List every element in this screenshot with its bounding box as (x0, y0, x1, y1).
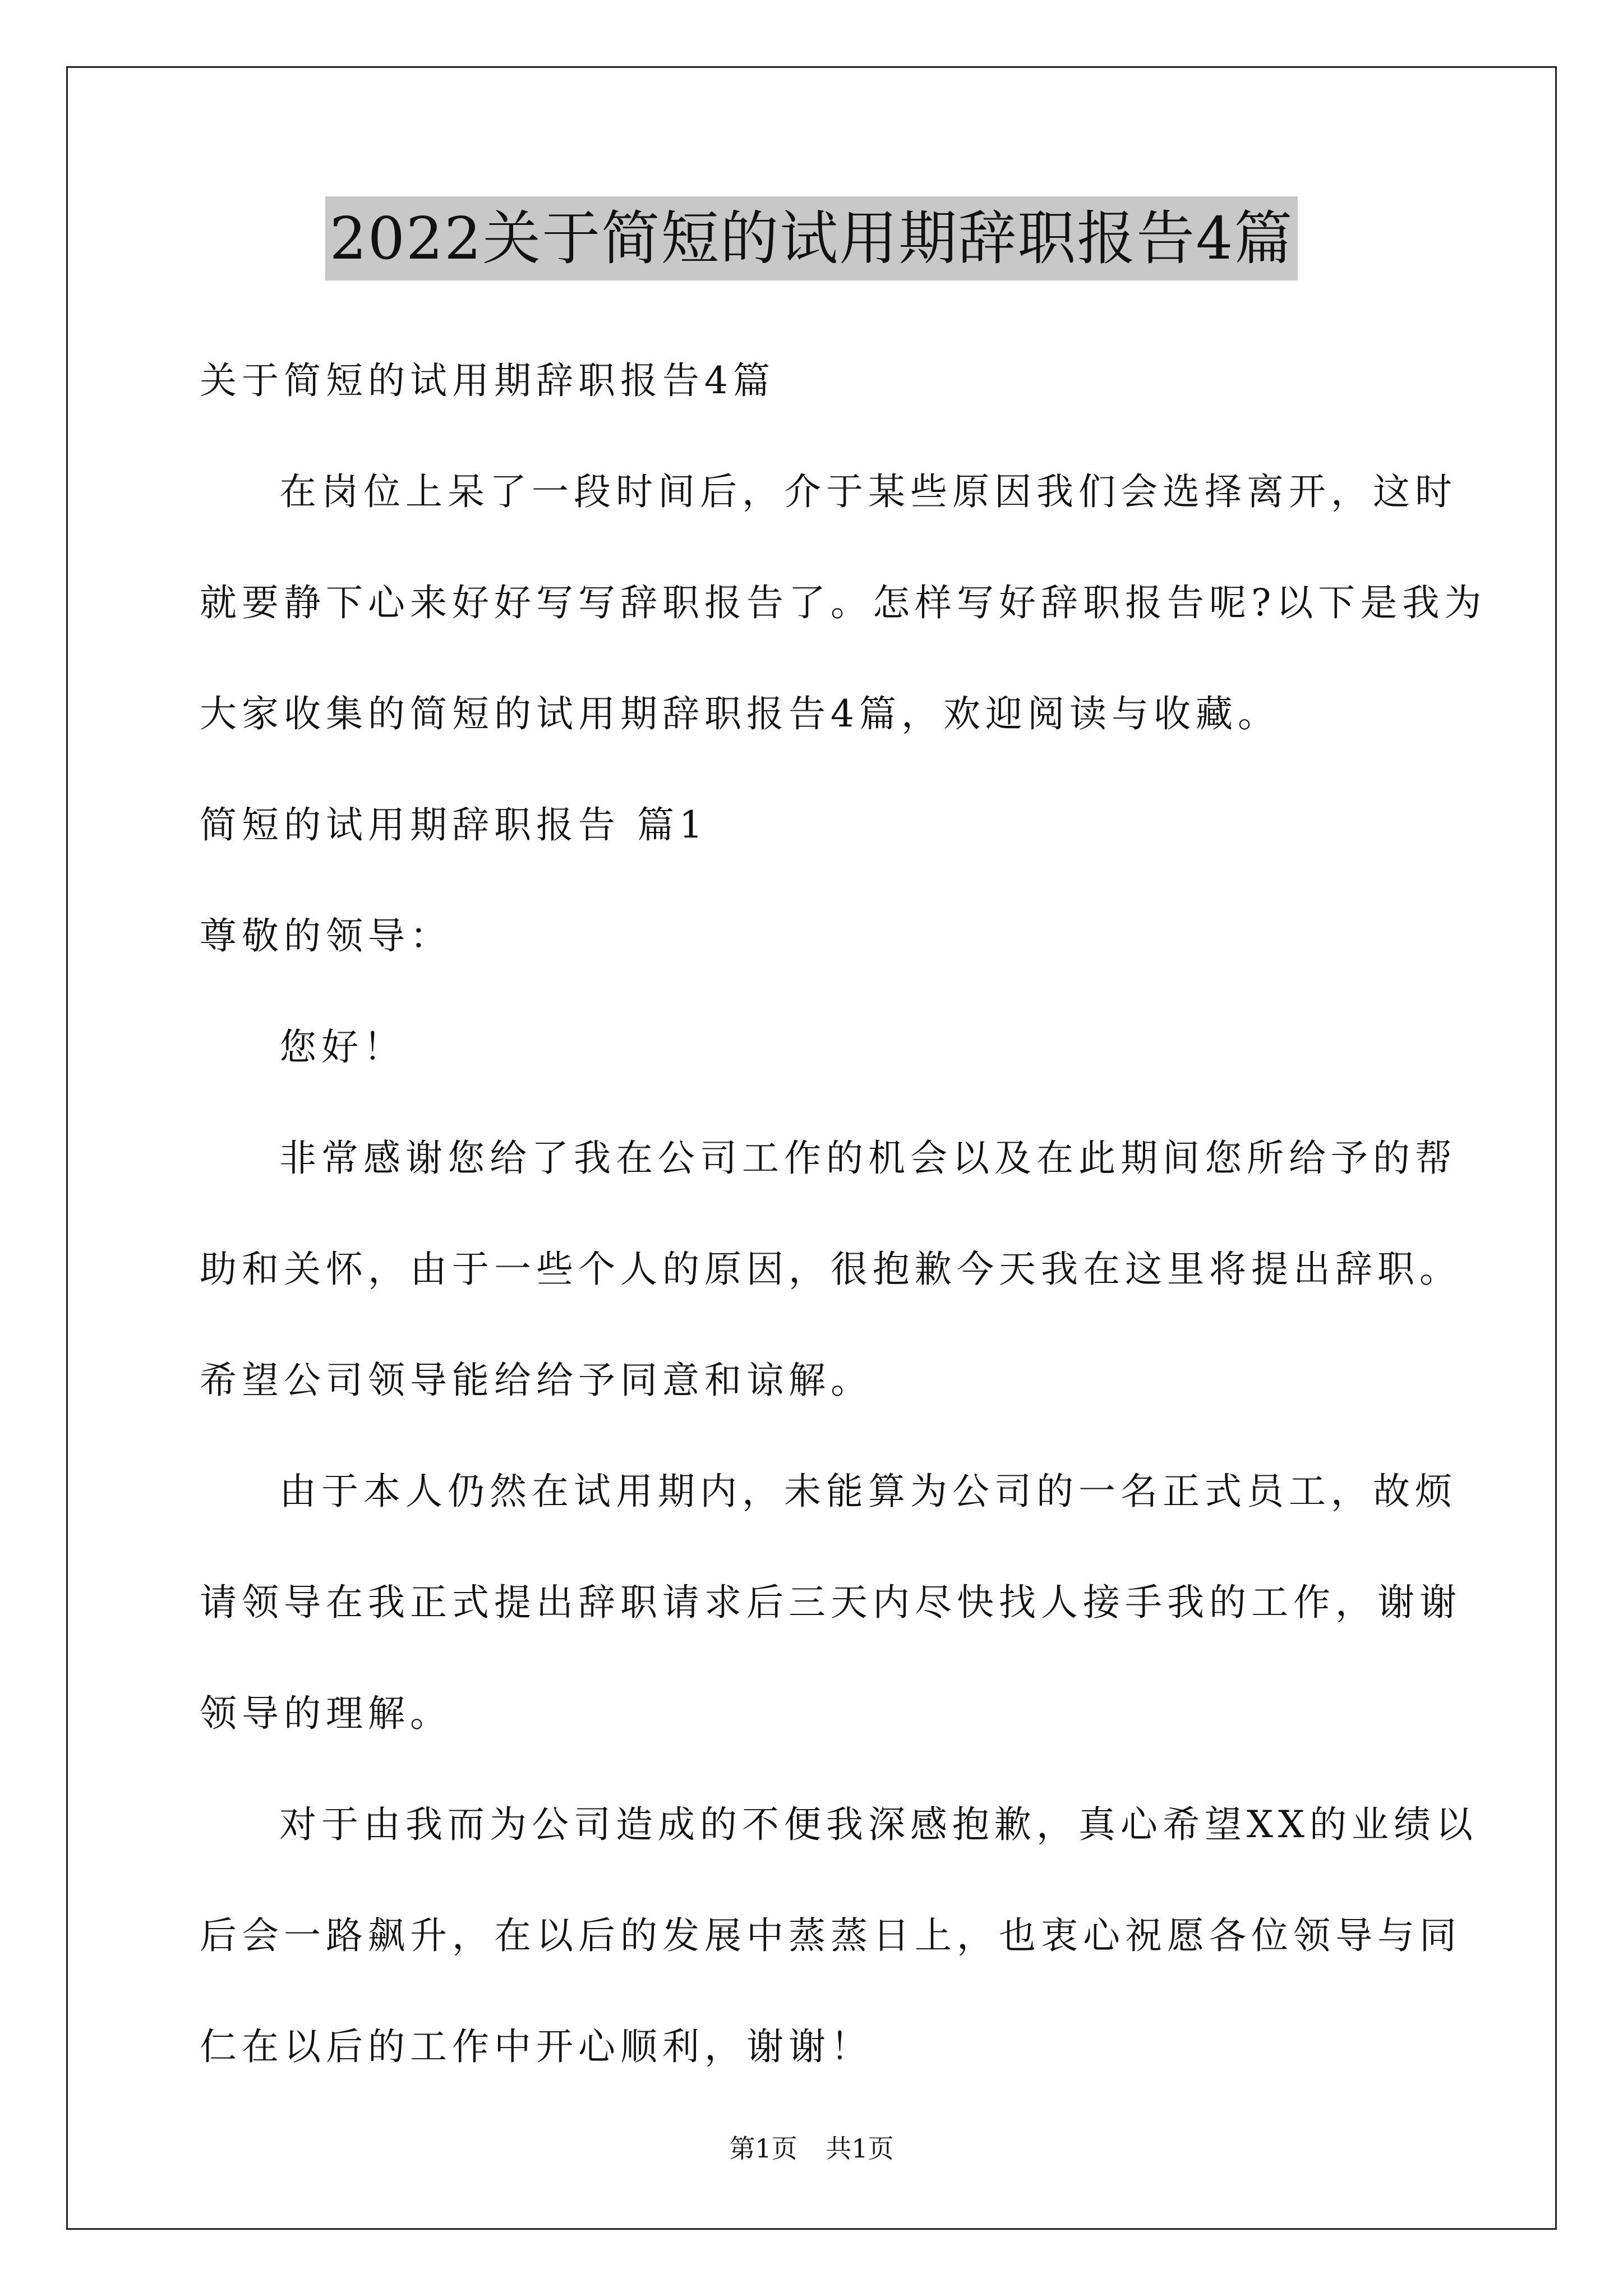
page-number-total: 共1页 (826, 2133, 894, 2164)
paragraph-2-line-1: 由于本人仍然在试用期内，未能算为公司的一名正式员工，故烦 (279, 1470, 1457, 1513)
paragraph-1-line-2: 助和关怀，由于一些个人的原因，很抱歉今天我在这里将提出辞职。 (200, 1248, 1461, 1291)
document-body (200, 325, 1487, 2102)
paragraph-3-line-2: 后会一路飙升，在以后的发展中蒸蒸日上，也衷心祝愿各位领导与同 (200, 1914, 1461, 1957)
paragraph-1-line-3: 希望公司领导能给给予同意和谅解。 (200, 1359, 873, 1402)
title-wrapper (0, 196, 1623, 280)
subtitle-line: 关于简短的试用期辞职报告4篇 (200, 359, 775, 402)
intro-line-1: 在岗位上呆了一段时间后，介于某些原因我们会选择离开，这时 (279, 470, 1457, 513)
document-title: 2022关于简短的试用期辞职报告4篇 (325, 196, 1298, 280)
salutation: 尊敬的领导： (200, 914, 452, 958)
intro-line-2: 就要静下心来好好写写辞职报告了。怎样写好辞职报告呢?以下是我为 (200, 581, 1487, 624)
section-heading: 简短的试用期辞职报告 篇1 (200, 803, 708, 846)
paragraph-2-line-2: 请领导在我正式提出辞职请求后三天内尽快找人接手我的工作，谢谢 (200, 1581, 1461, 1624)
paragraph-3-line-1: 对于由我而为公司造成的不便我深感抱歉，真心希望XX的业绩以 (279, 1803, 1478, 1846)
paragraph-3-line-3: 仁在以后的工作中开心顺利，谢谢！ (200, 2025, 873, 2068)
paragraph-1-line-1: 非常感谢您给了我在公司工作的机会以及在此期间您所给予的帮 (279, 1137, 1457, 1180)
paragraph-2-line-3: 领导的理解。 (200, 1692, 452, 1735)
page-number-current: 第1页 (729, 2133, 797, 2164)
intro-line-3: 大家收集的简短的试用期辞职报告4篇，欢迎阅读与收藏。 (200, 692, 1280, 735)
page-footer (0, 2132, 1623, 2165)
greeting: 您好！ (279, 1025, 405, 1069)
